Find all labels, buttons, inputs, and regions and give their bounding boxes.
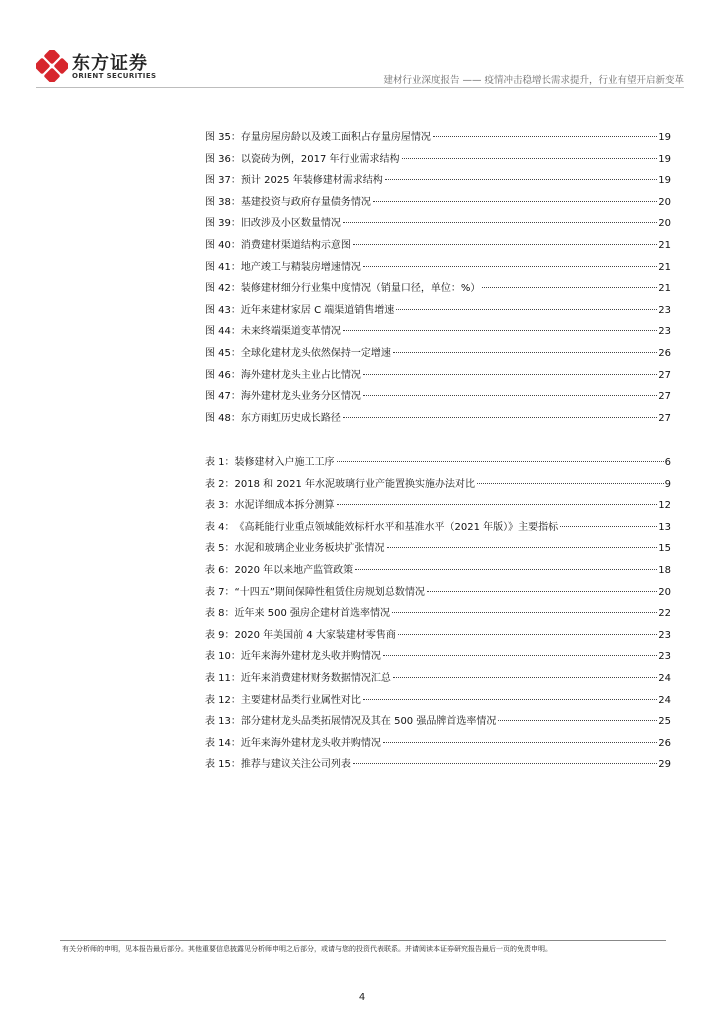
entry-label: 图 42： (205, 283, 241, 295)
dot-leader (343, 417, 657, 418)
entry-page: 20 (658, 218, 671, 230)
figure-toc-entry[interactable] (205, 131, 671, 153)
entry-page: 20 (658, 196, 671, 208)
entry-title: 未来终端渠道变革情况 (240, 326, 341, 338)
entry-label: 图 36： (205, 153, 241, 165)
table-toc-entry[interactable] (205, 694, 671, 716)
dot-leader (398, 634, 657, 635)
entry-label: 表 8： (205, 608, 235, 620)
table-toc-entry[interactable] (205, 715, 671, 737)
logo-english-name: ORIENT SECURITIES (72, 72, 157, 80)
dot-leader (363, 699, 657, 700)
table-toc-entry[interactable] (205, 607, 671, 629)
dot-leader (343, 330, 657, 331)
table-toc-entry[interactable] (205, 564, 671, 586)
dot-leader (433, 136, 657, 137)
table-toc-entry[interactable] (205, 672, 671, 694)
entry-page: 22 (658, 608, 671, 620)
table-toc-entry[interactable] (205, 737, 671, 759)
entry-label: 图 45： (205, 347, 241, 359)
entry-label: 表 15： (205, 759, 241, 771)
entry-page: 18 (658, 564, 671, 576)
entry-page: 23 (658, 304, 671, 316)
entry-page: 19 (658, 175, 671, 187)
entry-page: 29 (658, 759, 671, 771)
entry-label: 图 39： (205, 218, 241, 230)
entry-page: 9 (664, 478, 671, 490)
dot-leader (498, 720, 657, 721)
entry-title: 2020 年以来地产监管政策 (234, 564, 354, 576)
figure-toc-entry[interactable] (205, 412, 671, 434)
table-toc-entry[interactable] (205, 521, 671, 543)
entry-label: 表 10： (205, 651, 241, 663)
table-toc-entry[interactable] (205, 456, 671, 478)
entry-title: “十四五”期间保障性租赁住房规划总数情况 (234, 586, 425, 598)
entry-title: 近年来 500 强房企建材首选率情况 (234, 608, 390, 620)
dot-leader (353, 244, 657, 245)
table-index (205, 456, 671, 780)
header-divider (36, 87, 684, 88)
page-header (0, 0, 724, 92)
entry-page: 26 (658, 347, 671, 359)
footer-disclaimer: 有关分析师的申明，见本报告最后部分。其他重要信息披露见分析师申明之后部分，或请与您的投资代表联系。并请阅读本证券研究报告最后一页的免责申明。 (62, 945, 552, 953)
entry-title: 东方雨虹历史成长路径 (240, 412, 341, 424)
entry-page: 19 (658, 153, 671, 165)
figure-toc-entry[interactable] (205, 153, 671, 175)
dot-leader (402, 158, 658, 159)
entry-label: 图 41： (205, 261, 241, 273)
dot-leader (393, 677, 657, 678)
entry-title: 地产竣工与精装房增速情况 (240, 261, 361, 273)
figure-index (205, 131, 671, 433)
dot-leader (363, 374, 657, 375)
dot-leader (353, 763, 657, 764)
entry-label: 表 13： (205, 716, 241, 728)
entry-label: 表 6： (205, 564, 235, 576)
dot-leader (355, 569, 657, 570)
orient-securities-logo-icon (36, 50, 68, 82)
entry-label: 表 4： (205, 521, 235, 533)
table-toc-entry[interactable] (205, 499, 671, 521)
entry-label: 图 40： (205, 239, 241, 251)
table-toc-entry[interactable] (205, 650, 671, 672)
entry-title: 预计 2025 年装修建材需求结构 (240, 175, 383, 187)
entry-label: 表 5： (205, 543, 235, 555)
figure-toc-entry[interactable] (205, 390, 671, 412)
entry-label: 图 37： (205, 175, 241, 187)
entry-page: 27 (658, 412, 671, 424)
entry-label: 图 47： (205, 391, 241, 403)
entry-label: 表 7： (205, 586, 235, 598)
entry-title: 2020 年美国前 4 大家装建材零售商 (234, 629, 396, 641)
entry-label: 表 12： (205, 694, 241, 706)
table-toc-entry[interactable] (205, 478, 671, 500)
entry-title: 近年来建材家居 C 端渠道销售增速 (240, 304, 395, 316)
entry-title: 近年来消费建材财务数据情况汇总 (240, 672, 391, 684)
entry-title: 装修建材入户施工工序 (234, 457, 335, 468)
entry-title: 主要建材品类行业属性对比 (240, 694, 361, 706)
entry-label: 表 3： (205, 500, 235, 512)
dot-leader (393, 352, 657, 353)
figure-toc-entry[interactable] (205, 347, 671, 369)
entry-title: 装修建材细分行业集中度情况（销量口径，单位：%） (240, 283, 481, 295)
figure-toc-entry[interactable] (205, 196, 671, 218)
entry-title: 海外建材龙头业务分区情况 (240, 391, 361, 403)
entry-label: 图 46： (205, 369, 241, 381)
page-number: 4 (358, 992, 366, 1003)
entry-title: 存量房屋房龄以及竣工面积占存量房屋情况 (240, 132, 431, 143)
dot-leader (373, 201, 657, 202)
entry-label: 图 35： (205, 132, 241, 143)
figure-toc-entry[interactable] (205, 217, 671, 239)
entry-page: 20 (658, 586, 671, 598)
entry-page: 27 (658, 391, 671, 403)
dot-leader (560, 526, 657, 527)
logo-chinese-name: 东方证券 (72, 53, 148, 74)
dot-leader (392, 612, 657, 613)
entry-page: 23 (658, 629, 671, 641)
footer-divider (60, 940, 666, 941)
entry-page: 23 (658, 326, 671, 338)
entry-title: 全球化建材龙头依然保持一定增速 (240, 347, 391, 359)
entry-label: 表 11： (205, 672, 241, 684)
entry-title: 《高耗能行业重点领域能效标杆水平和基准水平（2021 年版）》主要指标 (234, 521, 559, 533)
entry-page: 12 (658, 500, 671, 512)
entry-title: 近年来海外建材龙头收并购情况 (240, 737, 381, 749)
table-toc-entry[interactable] (205, 758, 671, 780)
figure-toc-entry[interactable] (205, 261, 671, 283)
dot-leader (387, 547, 658, 548)
entry-page: 21 (658, 283, 671, 295)
dot-leader (385, 179, 658, 180)
dot-leader (482, 287, 657, 288)
figure-toc-entry[interactable] (205, 325, 671, 347)
entry-title: 基建投资与政府存量债务情况 (240, 196, 371, 208)
figure-toc-entry[interactable] (205, 304, 671, 326)
entry-label: 图 38： (205, 196, 241, 208)
entry-label: 图 43： (205, 304, 241, 316)
entry-title: 水泥和玻璃企业业务板块扩张情况 (234, 543, 385, 555)
entry-title: 消费建材渠道结构示意图 (240, 239, 351, 251)
figure-toc-entry[interactable] (205, 282, 671, 304)
figure-toc-entry[interactable] (205, 174, 671, 196)
entry-label: 表 1： (205, 457, 235, 468)
dot-leader (363, 395, 657, 396)
dot-leader (343, 222, 657, 223)
entry-page: 24 (658, 672, 671, 684)
entry-title: 近年来海外建材龙头收并购情况 (240, 651, 381, 663)
table-toc-entry[interactable] (205, 629, 671, 651)
dot-leader (427, 591, 657, 592)
entry-title: 推荐与建议关注公司列表 (240, 759, 351, 771)
figure-toc-entry[interactable] (205, 239, 671, 261)
entry-label: 表 14： (205, 737, 241, 749)
entry-page: 24 (658, 694, 671, 706)
entry-page: 15 (658, 543, 671, 555)
report-title: 建材行业深度报告 —— 疫情冲击稳增长需求提升，行业有望开启新变革 (383, 75, 684, 86)
entry-page: 6 (664, 457, 671, 468)
dot-leader (337, 504, 658, 505)
table-toc-entry[interactable] (205, 586, 671, 608)
entry-page: 27 (658, 369, 671, 381)
figure-toc-entry[interactable] (205, 369, 671, 391)
entry-page: 21 (658, 261, 671, 273)
entry-title: 2018 和 2021 年水泥玻璃行业产能置换实施办法对比 (234, 478, 475, 490)
entry-page: 23 (658, 651, 671, 663)
entry-page: 21 (658, 239, 671, 251)
entry-title: 部分建材龙头品类拓展情况及其在 500 强品牌首选率情况 (240, 716, 497, 728)
entry-label: 表 9： (205, 629, 235, 641)
entry-title: 旧改涉及小区数量情况 (240, 218, 341, 230)
entry-title: 以瓷砖为例，2017 年行业需求结构 (240, 153, 400, 165)
dot-leader (383, 742, 657, 743)
entry-page: 19 (658, 132, 671, 143)
dot-leader (396, 309, 657, 310)
entry-page: 13 (658, 521, 671, 533)
dot-leader (337, 461, 664, 462)
entry-page: 25 (658, 716, 671, 728)
entry-title: 海外建材龙头主业占比情况 (240, 369, 361, 381)
dot-leader (477, 483, 664, 484)
table-toc-entry[interactable] (205, 542, 671, 564)
entry-label: 表 2： (205, 478, 235, 490)
dot-leader (383, 655, 657, 656)
entry-page: 26 (658, 737, 671, 749)
entry-label: 图 44： (205, 326, 241, 338)
entry-title: 水泥详细成本拆分测算 (234, 500, 335, 512)
entry-label: 图 48： (205, 412, 241, 424)
dot-leader (363, 266, 657, 267)
